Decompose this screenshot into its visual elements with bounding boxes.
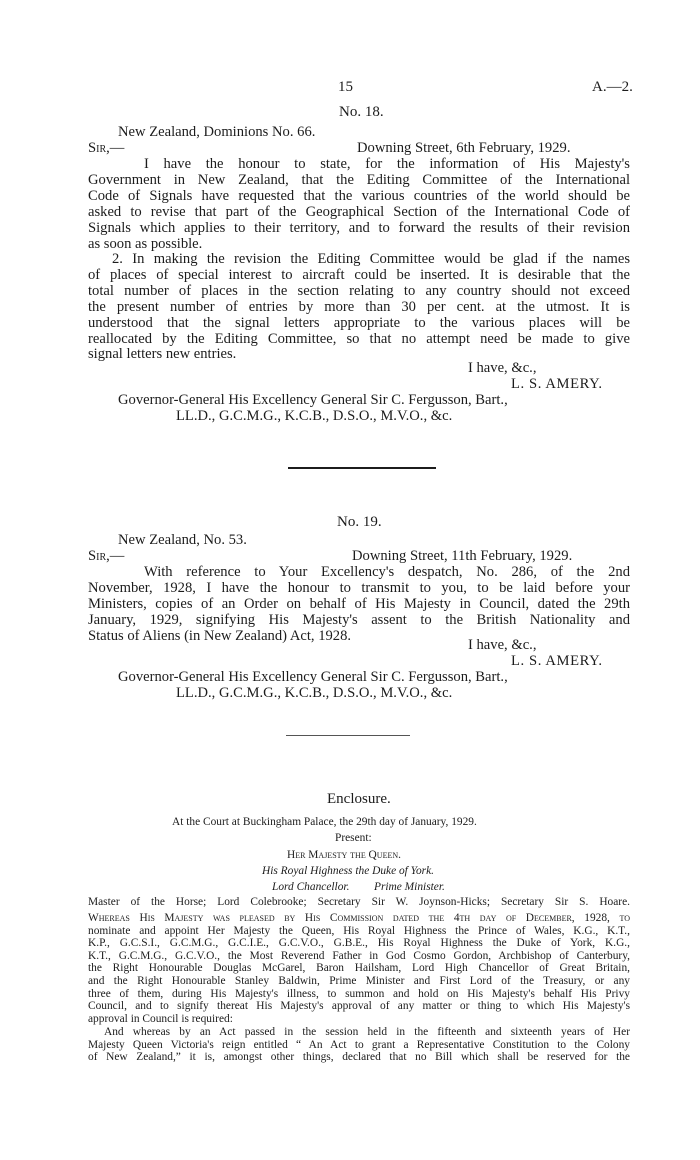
paragraph-line: Council, and to signify thereat His Majesty's approval of any matter or thing to which His Majesty's xyxy=(88,1000,630,1013)
letter-19-closing: I have, &c., xyxy=(468,637,537,653)
paragraph-line: Status of Aliens (in New Zealand) Act, 1928. xyxy=(88,627,352,644)
paragraph-line: total number of places in the section relating to any country should not exceed xyxy=(88,282,630,299)
document-reference: A.—2. xyxy=(592,79,633,95)
paragraph-line: signal letters new entries. xyxy=(88,346,237,363)
paragraph-line: January, 1929, signifying His Majesty's assent to the British Nationality and xyxy=(88,611,630,628)
enclosure-heading: Enclosure. xyxy=(327,791,391,807)
her-majesty-line: Her Majesty the Queen. xyxy=(287,849,401,861)
paragraph-line: November, 1928, I have the honour to transmit to you, to be laid before your xyxy=(88,579,630,596)
paragraph-line: asked to revise that part of the Geographical Section of the International Code of xyxy=(88,203,630,220)
letter-18-series: New Zealand, Dominions No. 66. xyxy=(118,124,316,140)
paragraph-line: of places of special interest to aircraft could be inserted. It is desirable that the xyxy=(88,266,630,283)
letter-19-series: New Zealand, No. 53. xyxy=(118,532,247,548)
paragraph-line: Signals which applies to their territory, and to forward the results of their revision xyxy=(88,219,630,236)
duke-of-york-line: His Royal Highness the Duke of York. xyxy=(262,865,435,877)
letter-18-salutation: Sir,— xyxy=(88,140,125,156)
paragraph-line: And whereas by an Act passed in the session held in the fifteenth and sixteenth years of Her xyxy=(104,1026,630,1038)
attendees-line xyxy=(88,896,630,909)
paragraph-line: Whereas His Majesty was pleased by His Commission dated the 4th day of December, 1928, to xyxy=(88,912,630,924)
prime-minister-label: Prime Minister. xyxy=(374,881,445,893)
paragraph-line: understood that the signal letters appropriate to the various places will be xyxy=(88,314,630,331)
letter-19-address-date: Downing Street, 11th February, 1929. xyxy=(352,548,573,564)
whereas-paragraph xyxy=(88,912,630,1025)
paragraph-line: reallocated by the Editing Committee, so that no attempt need be made to give xyxy=(88,330,630,347)
paragraph-line: the present number of entries by more than 30 per cent. at the utmost. It is xyxy=(88,298,630,315)
lord-chancellor-label: Lord Chancellor. xyxy=(272,881,350,893)
letter-19-number: No. 19. xyxy=(337,514,382,530)
letter-18-number: No. 18. xyxy=(339,104,384,120)
letter-18-signature: L. S. AMERY. xyxy=(511,376,603,392)
paragraph-line: K.T., G.C.M.G., G.C.V.O., the Most Reverend Father in God Cosmo Gordon, Archbishop of Canterbury, xyxy=(88,949,630,962)
page-number: 15 xyxy=(338,79,353,95)
paragraph-line: Government in New Zealand, that the Editing Committee of the International xyxy=(88,171,630,188)
paragraph-line: the Right Honourable Douglas McGarel, Baron Hailsham, Lord High Chancellor of Great Britain, xyxy=(88,962,630,975)
court-line: At the Court at Buckingham Palace, the 29th day of January, 1929. xyxy=(172,816,477,828)
paragraph-line: and the Right Honourable Stanley Baldwin, Prime Minister and First Lord of the Treasury, or any xyxy=(88,974,630,987)
paragraph-line: Ministers, copies of an Order on behalf of His Majesty in Council, dated the 29th xyxy=(88,595,630,612)
paragraph-line: I have the honour to state, for the information of His Majesty's xyxy=(144,156,630,172)
letter-18-paragraph-2 xyxy=(88,252,630,363)
paragraph-line: nominate and appoint Her Majesty the Queen, His Royal Highness the Prince of Wales, K.G., K.T., xyxy=(88,924,630,937)
paragraph-line: of New Zealand,” it is, amongst other things, declared that no Bill which shall be reserved for the xyxy=(88,1051,630,1064)
section-divider-rule xyxy=(286,735,410,736)
section-divider-rule xyxy=(288,467,436,469)
and-whereas-paragraph xyxy=(88,1026,630,1064)
letter-19-signature: L. S. AMERY. xyxy=(511,653,603,669)
letter-19-salutation: Sir,— xyxy=(88,548,125,564)
letter-18-addressee-line-1: Governor-General His Excellency General Sir C. Fergusson, Bart., xyxy=(118,392,508,408)
letter-19-paragraph-1 xyxy=(88,565,630,645)
letter-18-paragraph-1 xyxy=(88,157,630,252)
letter-19-addressee-line-1: Governor-General His Excellency General Sir C. Fergusson, Bart., xyxy=(118,669,508,685)
letter-18-closing: I have, &c., xyxy=(468,360,537,376)
paragraph-line: Majesty Queen Victoria's reign entitled “ An Act to grant a Representative Constitution to the Colony xyxy=(88,1038,630,1051)
paragraph-line: 2. In making the revision the Editing Committee would be glad if the names xyxy=(112,251,630,267)
letter-18-address-date: Downing Street, 6th February, 1929. xyxy=(357,140,571,156)
paragraph-line: three of them, during His Majesty's illness, to summon and hold on His Majesty's behalf His Privy xyxy=(88,987,630,1000)
paragraph-line: Code of Signals have requested that the various countries of the world should be xyxy=(88,187,630,204)
letter-19-addressee-line-2: LL.D., G.C.M.G., K.C.B., D.S.O., M.V.O., &c. xyxy=(176,685,453,701)
paragraph-line: as soon as possible. xyxy=(88,235,203,252)
paragraph-line: K.P., G.C.S.I., G.C.M.G., G.C.I.E., G.C.V.O., G.B.E., His Royal Highness the Duke of York, K.G., xyxy=(88,937,630,950)
letter-18-addressee-line-2: LL.D., G.C.M.G., K.C.B., D.S.O., M.V.O., &c. xyxy=(176,408,453,424)
paragraph-line: With reference to Your Excellency's despatch, No. 286, of the 2nd xyxy=(144,564,630,580)
paragraph-line: approval in Council is required: xyxy=(88,1012,233,1025)
attendees-text: Master of the Horse; Lord Colebrooke; Secretary Sir W. Joynson-Hicks; Secretary Sir S. Hoare. xyxy=(88,896,630,908)
present-label: Present: xyxy=(335,832,372,844)
